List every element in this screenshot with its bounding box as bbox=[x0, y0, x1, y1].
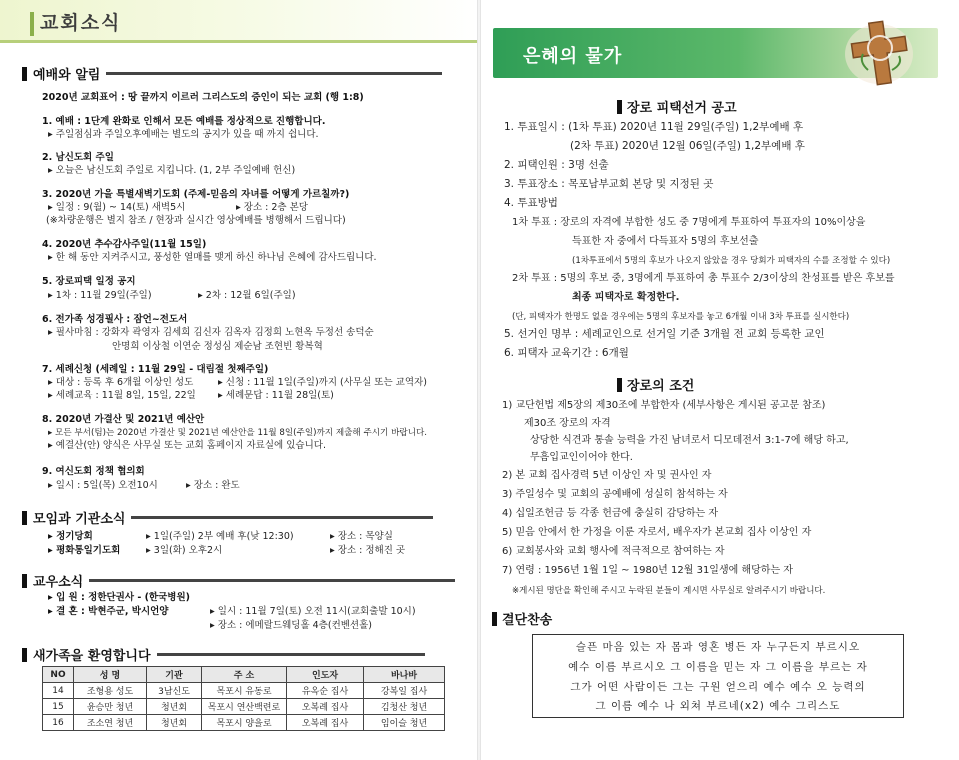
notice-9-place: ▸ 장소 : 완도 bbox=[186, 480, 240, 491]
square-bullet-icon bbox=[492, 612, 497, 626]
meeting-2-place: ▸ 장소 : 정해진 곳 bbox=[330, 545, 406, 556]
table-row bbox=[43, 699, 445, 715]
notice-8-heading: 8. 2020년 가결산 및 2021년 예산안 bbox=[42, 414, 205, 425]
notice-3-place: ▸ 장소 : 2층 본당 bbox=[236, 202, 308, 213]
notice-5-heading: 5. 장로피택 일정 공지 bbox=[42, 276, 136, 287]
table-cell: 15 bbox=[43, 699, 74, 715]
meeting-1-time: ▸ 1일(주일) 2부 예배 후(낮 12:30) bbox=[146, 531, 294, 542]
page-fold bbox=[477, 0, 481, 760]
table-cell: 14 bbox=[43, 683, 74, 699]
qualification-2: 2) 본 교회 집사경력 5년 이상인 자 및 권사인 자 bbox=[502, 470, 712, 481]
meeting-1-name: ▸ 정기당회 bbox=[48, 531, 93, 542]
elder-election-heading bbox=[617, 97, 737, 116]
table-cell: 목포시 연산백련로 bbox=[202, 699, 287, 715]
elder-election-title: 장로 피택선거 공고 bbox=[627, 101, 737, 116]
qualification-1-detail: 상당한 식견과 통솔 능력을 가진 남녀로서 디모데전서 3:1-7에 해당 하고, bbox=[530, 435, 849, 446]
notice-9-time: ▸ 일시 : 5일(목) 오전10시 bbox=[48, 480, 158, 491]
col-address: 주 소 bbox=[202, 667, 287, 683]
notice-7-education: ▸ 세례교육 : 11월 8일, 15일, 22일 bbox=[48, 390, 196, 401]
notice-7-interview: ▸ 세례문답 : 11월 28일(토) bbox=[218, 390, 334, 401]
hospital-news: ▸ 입 원 : 정한단권사 - (한국병원) bbox=[48, 592, 190, 603]
table-cell: 청년회 bbox=[147, 715, 202, 731]
section-rule bbox=[157, 653, 425, 656]
qualification-6: 6) 교회봉사와 교회 행사에 적극적으로 참여하는 자 bbox=[502, 546, 725, 557]
table-cell: 오복례 집사 bbox=[287, 715, 364, 731]
qualification-3: 3) 주일성수 및 교회의 공예배에 성실히 참석하는 자 bbox=[502, 489, 728, 500]
qualification-7: 7) 연령 : 1956년 1월 1일 ~ 1980년 12월 31일생에 해당하는 자 bbox=[502, 565, 793, 576]
hymn-heading bbox=[492, 609, 552, 628]
hymn-line-1: 슬픈 마음 있는 자 몸과 영혼 병든 자 누구든지 부르시오 bbox=[575, 641, 861, 653]
col-guide: 인도자 bbox=[287, 667, 364, 683]
members-section-heading bbox=[22, 571, 455, 590]
hymn-line-4: 그 이름 예수 나 외쳐 부르네(x2) 예수 그리스도 bbox=[595, 700, 841, 712]
worship-section-title: 예배와 알림 bbox=[33, 68, 101, 83]
newfamily-section-title: 새가족을 환영합니다 bbox=[33, 649, 151, 664]
wedding-place: ▸ 장소 : 에메랄드웨딩홀 4층(컨벤션홀) bbox=[210, 620, 372, 631]
col-name: 성 명 bbox=[74, 667, 147, 683]
qualification-title: 장로의 조건 bbox=[627, 379, 695, 394]
square-bullet-icon bbox=[617, 378, 622, 392]
col-org: 기관 bbox=[147, 667, 202, 683]
banner-accent-bar bbox=[30, 12, 34, 36]
table-cell: 목포시 양을로 bbox=[202, 715, 287, 731]
square-bullet-icon bbox=[22, 648, 27, 662]
church-news-banner bbox=[0, 0, 478, 42]
table-header-row bbox=[43, 667, 445, 683]
table-row bbox=[43, 715, 445, 731]
qualification-4: 4) 십일조헌금 등 각종 헌금에 충실히 감당하는 자 bbox=[502, 508, 719, 519]
hymn-box bbox=[532, 634, 904, 718]
notice-6-names-cont: 안명희 이상철 이연순 정성심 제순남 조현빈 황복혁 bbox=[112, 341, 323, 352]
meetings-section-heading bbox=[22, 508, 433, 527]
second-vote-rule-cont: 최종 피택자로 확정한다. bbox=[572, 292, 680, 303]
qualification-note: ※게시된 명단을 확인해 주시고 누락된 분들이 계시면 사무실로 알려주시기 바랍니다. bbox=[512, 586, 826, 596]
notice-3-heading: 3. 2020년 가을 특별새벽기도회 (주제-믿음의 자녀를 어떻게 가르칠까?) bbox=[42, 189, 350, 200]
notice-7-heading: 7. 세례신청 (세례일 : 11월 29일 - 대림절 첫째주일) bbox=[42, 364, 269, 375]
notice-3-note: (※차량운행은 별지 참조 / 현장과 실시간 영상예배를 병행해서 드립니다) bbox=[46, 215, 346, 226]
first-vote-rule: 1차 투표 : 장로의 자격에 부합한 성도 중 7명에게 투표하여 투표자의 10%이상을 bbox=[512, 217, 866, 228]
vote-date-1: 1. 투표일시 : (1차 투표) 2020년 11월 29일(주일) 1,2부예배 후 bbox=[504, 121, 804, 133]
elect-count: 2. 피택인원 : 3명 선출 bbox=[504, 159, 609, 171]
table-cell: 윤승만 청년 bbox=[74, 699, 147, 715]
table-cell: 강복일 집사 bbox=[364, 683, 445, 699]
notice-3-schedule: ▸ 일정 : 9(월) ~ 14(토) 새벽5시 bbox=[48, 202, 186, 213]
notice-6-heading: 6. 전가족 성경필사 : 잠언~전도서 bbox=[42, 314, 188, 325]
voter-roll: 5. 선거인 명부 : 세례교인으로 선거일 기준 3개월 전 교회 등록한 교인 bbox=[504, 328, 825, 340]
notice-4-line: ▸ 한 해 동안 지켜주시고, 풍성한 열매를 맺게 하신 하나님 은혜에 감사드립니다. bbox=[48, 252, 377, 263]
newfamily-section-heading bbox=[22, 645, 425, 664]
square-bullet-icon bbox=[22, 67, 27, 81]
qualification-heading bbox=[617, 375, 694, 394]
table-cell: 오복례 집사 bbox=[287, 699, 364, 715]
section-rule bbox=[106, 72, 442, 75]
col-no: NO bbox=[43, 667, 74, 683]
table-cell: 유옥순 집사 bbox=[287, 683, 364, 699]
worship-section-heading bbox=[22, 64, 442, 83]
second-vote-rule: 2차 투표 : 5명의 후보 중, 3명에게 투표하여 총 투표수 2/3이상의 찬성표를 받은 후보를 bbox=[512, 273, 895, 284]
notice-7-apply: ▸ 신청 : 11월 1일(주일)까지 (사무실 또는 교역자) bbox=[218, 377, 427, 388]
notice-8-line-1: ▸ 모든 부서(팀)는 2020년 가결산 및 2021년 예산안을 11월 8일(주일)까지 제출해 주시기 바랍니다. bbox=[48, 428, 428, 438]
notice-1-line: ▸ 주일점심과 주일오후예배는 별도의 공지가 있을 때 까지 쉽니다. bbox=[48, 129, 319, 140]
square-bullet-icon bbox=[22, 511, 27, 525]
table-cell: 3남신도 bbox=[147, 683, 202, 699]
notice-6-names: ▸ 필사마침 : 강화자 곽영자 김세희 김신자 김옥자 김정희 노현옥 두정선 송덕순 bbox=[48, 327, 374, 338]
qualification-1-article: 제30조 장로의 자격 bbox=[524, 418, 611, 429]
grace-banner-title: 은혜의 물가 bbox=[523, 46, 623, 67]
qualification-1-detail-cont: 무흠입교인이어야 한다. bbox=[530, 452, 633, 463]
meeting-2-name: ▸ 평화통일기도회 bbox=[48, 545, 121, 556]
notice-2-line: ▸ 오늘은 남신도회 주일로 지킵니다. (1, 2부 주일예배 헌신) bbox=[48, 165, 296, 176]
col-barnabas: 바나바 bbox=[364, 667, 445, 683]
section-rule bbox=[131, 516, 433, 519]
vote-method: 4. 투표방법 bbox=[504, 197, 558, 209]
cross-icon bbox=[837, 18, 923, 88]
notice-5-second-vote: ▸ 2차 : 12월 6일(주일) bbox=[198, 290, 296, 301]
vote-place: 3. 투표장소 : 목포남부교회 본당 및 지정된 곳 bbox=[504, 178, 714, 190]
second-vote-note: (단, 피택자가 한명도 없을 경우에는 5명의 후보자를 놓고 6개월 이내 3차 투표를 실시한다) bbox=[512, 312, 850, 322]
notice-1-heading: 1. 예배 : 1단계 완화로 인해서 모든 예배를 정상적으로 진행합니다. bbox=[42, 116, 326, 127]
vote-date-2: (2차 투표) 2020년 12월 06일(주일) 1,2부예배 후 bbox=[570, 140, 805, 152]
wedding-time: ▸ 일시 : 11월 7일(토) 오전 11시(교회출발 10시) bbox=[210, 606, 416, 617]
qualification-1: 1) 교단헌법 제5장의 제30조에 부합한자 (세부사항은 게시된 공고문 참조) bbox=[502, 400, 826, 411]
table-cell: 16 bbox=[43, 715, 74, 731]
church-news-title: 교회소식 bbox=[40, 12, 122, 34]
hymn-line-2: 예수 이름 부르시오 그 이름을 믿는 자 그 이름을 부르는 자 bbox=[568, 661, 868, 673]
newfamily-table bbox=[42, 666, 445, 731]
table-cell: 목포시 유동로 bbox=[202, 683, 287, 699]
hymn-title: 결단찬송 bbox=[502, 613, 553, 628]
section-rule bbox=[89, 579, 455, 582]
table-cell: 조소연 청년 bbox=[74, 715, 147, 731]
banner-underline bbox=[0, 40, 478, 43]
notice-5-first-vote: ▸ 1차 : 11월 29일(주일) bbox=[48, 290, 152, 301]
meeting-1-place: ▸ 장소 : 목양실 bbox=[330, 531, 393, 542]
hymn-line-3: 그가 어떤 사람이든 그는 구원 얻으리 예수 예수 오 능력의 bbox=[570, 681, 866, 693]
notice-2-heading: 2. 남신도회 주일 bbox=[42, 152, 114, 163]
members-section-title: 교우소식 bbox=[33, 575, 84, 590]
notice-9-heading: 9. 여신도회 정책 협의회 bbox=[42, 466, 145, 477]
table-cell: 조형용 성도 bbox=[74, 683, 147, 699]
first-vote-note: (1차투표에서 5명의 후보가 나오지 않았을 경우 당회가 피택자의 수를 조정할 수 있다) bbox=[572, 256, 891, 266]
meetings-section-title: 모임과 기관소식 bbox=[33, 512, 126, 527]
square-bullet-icon bbox=[617, 100, 622, 114]
qualification-5: 5) 믿음 안에서 한 가정을 이룬 자로서, 배우자가 본교회 집사 이상인 자 bbox=[502, 527, 812, 538]
table-cell: 임이슬 청년 bbox=[364, 715, 445, 731]
education-period: 6. 피택자 교육기간 : 6개월 bbox=[504, 347, 629, 359]
notice-8-line-2: ▸ 예결산(안) 양식은 사무실 또는 교회 홈페이지 자료실에 있습니다. bbox=[48, 440, 326, 451]
church-motto: 2020년 교회표어 : 땅 끝까지 이르러 그리스도의 증인이 되는 교회 (행 1:8) bbox=[42, 92, 364, 103]
table-row bbox=[43, 683, 445, 699]
square-bullet-icon bbox=[22, 574, 27, 588]
table-cell: 김청산 청년 bbox=[364, 699, 445, 715]
notice-4-heading: 4. 2020년 추수감사주일(11월 15일) bbox=[42, 239, 207, 250]
notice-7-target: ▸ 대상 : 등록 후 6개월 이상인 성도 bbox=[48, 377, 194, 388]
wedding-news: ▸ 결 혼 : 박현주군, 박시언양 bbox=[48, 606, 169, 617]
table-cell: 청년회 bbox=[147, 699, 202, 715]
first-vote-rule-cont: 득표한 자 중에서 다득표자 5명의 후보선출 bbox=[572, 236, 759, 247]
meeting-2-time: ▸ 3일(화) 오후2시 bbox=[146, 545, 223, 556]
